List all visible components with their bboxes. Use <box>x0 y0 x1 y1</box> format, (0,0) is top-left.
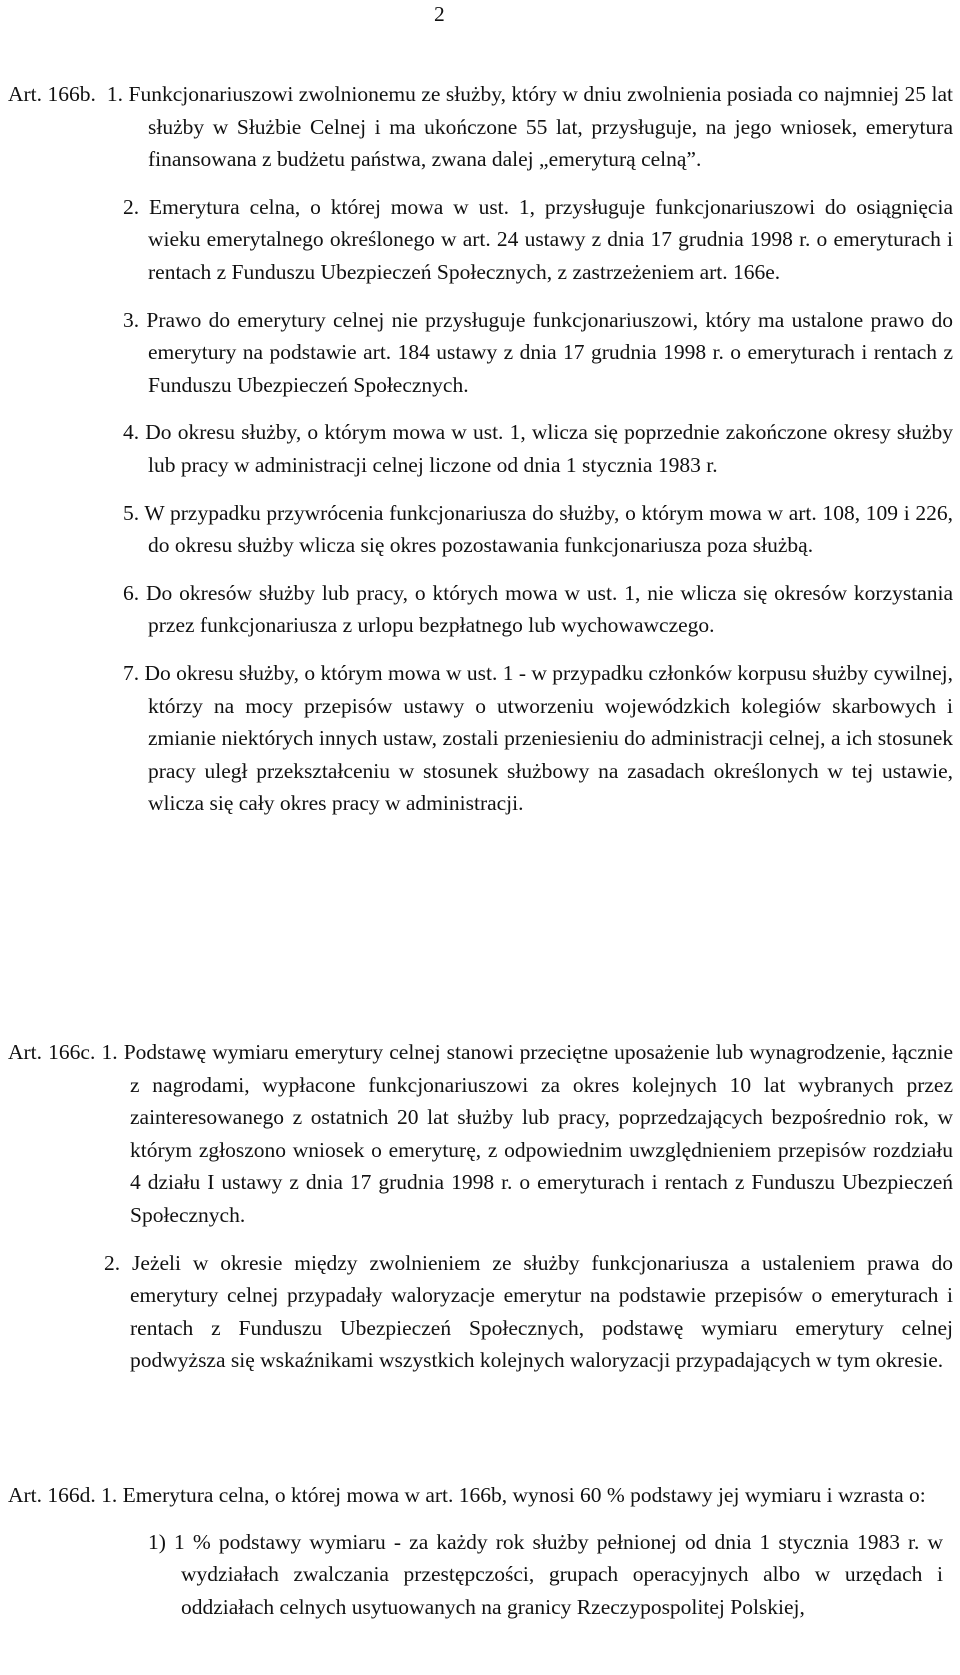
paragraph-number: 7. <box>123 660 140 685</box>
paragraph-number: 3. <box>123 307 140 332</box>
article-label: Art. 166c. <box>8 1040 96 1064</box>
paragraph-1 <box>8 78 953 176</box>
point-text: 1 % podstawy wymiaru - za każdy rok służby pełnionej od dnia 1 stycznia 1983 r. w wydziałach zwalczania przestępczości, grupach operacyjnych albo w urzędach i oddziałach celnych usytuowanych na granicy Rzeczypospolitej Polskiej, <box>174 1529 944 1619</box>
paragraph-text: Prawo do emerytury celnej nie przysługuje funkcjonariuszowi, który ma ustalone prawo do emerytury na podstawie art. 184 ustawy z dnia 17 grudnia 1998 r. o emeryturach i rentach z Funduszu Ubezpieczeń Społecznych. <box>146 307 954 397</box>
article-166d <box>8 1479 953 1623</box>
paragraph-text: Podstawę wymiaru emerytury celnej stanowi przeciętne uposażenie lub wynagrodzenie, łącznie z nagrodami, wypłacone funkcjonariuszowi za okres kolejnych 10 lat wybranych przez zainteresowanego z ostatnich 20 lat służby lub pracy, poprzedzających bezpośrednio rok, w którym zgłoszono wniosek o emeryturę, z odpowiednim uwzględnieniem przepisów rozdziału 4 działu I ustawy z dnia 17 grudnia 1998 r. o emeryturach i rentach z Funduszu Ubezpieczeń Społecznych. <box>123 1040 954 1227</box>
paragraph-6 <box>8 577 953 642</box>
point-1 <box>8 1526 943 1624</box>
article-label: Art. 166b. <box>8 82 96 106</box>
paragraph-1 <box>8 1036 953 1232</box>
point-number: 1) <box>148 1529 166 1554</box>
paragraph-text: Do okresu służby, o którym mowa w ust. 1, wlicza się poprzednie zakończone okresy służby lub pracy w administracji celnej liczone od dnia 1 stycznia 1983 r. <box>145 420 954 477</box>
article-label: Art. 166d. <box>8 1483 96 1507</box>
paragraph-text: Jeżeli w okresie między zwolnieniem ze służby funkcjonariusza a ustaleniem prawa do emerytury celnej przypadały waloryzacje emerytur na podstawie przepisów o emeryturach i rentach z Funduszu Ubezpieczeń Społecznych, podstawę wymiaru emerytury celnej podwyższa się wskaźnikami wszystkich kolejnych waloryzacji przypadających w tym okresie. <box>130 1250 953 1373</box>
paragraph-3 <box>8 304 953 402</box>
paragraph-text: Do okresu służby, o którym mowa w ust. 1 - w przypadku członków korpusu służby cywilnej, którzy na mocy przepisów ustawy o utworzeniu wojewódzkich kolegiów skarbowych i zmianie niektórych innych ustaw, zostali przeniesieniu do administracji celnej, a ich stosunek pracy uległ przekształceniu w stosunek służbowy na zasadach określonych w tej ustawie, wlicza się cały okres pracy w administracji. <box>144 660 953 816</box>
paragraph-number: 2. <box>104 1250 121 1275</box>
page-number: 2 <box>434 2 445 26</box>
paragraph-1 <box>8 1479 953 1512</box>
paragraph-text: Funkcjonariuszowi zwolnionemu ze służby, który w dniu zwolnienia posiada co najmniej 25 lat służby w Służbie Celnej i ma ukończone 55 lat, przysługuje, na jego wniosek, emerytura finansowana z budżetu państwa, zwana dalej „emeryturą celną”. <box>128 82 954 172</box>
paragraph-number: 5. <box>123 500 140 525</box>
paragraph-number: 1. <box>101 1040 118 1064</box>
paragraph-text: W przypadku przywrócenia funkcjonariusza do służby, o którym mowa w art. 108, 109 i 226, do okresu służby wlicza się okres pozostawania funkcjonariusza poza służbą. <box>144 500 953 558</box>
paragraph-text: Emerytura celna, o której mowa w art. 166b, wynosi 60 % podstawy jej wymiaru i wzrasta o: <box>122 1483 926 1507</box>
paragraph-2 <box>8 191 953 289</box>
paragraph-2 <box>8 1247 953 1377</box>
paragraph-4 <box>8 416 953 481</box>
paragraph-number: 1. <box>106 82 124 106</box>
paragraph-number: 1. <box>101 1483 118 1507</box>
article-166b <box>8 78 953 820</box>
paragraph-number: 4. <box>123 420 140 445</box>
article-166c <box>8 1036 953 1377</box>
paragraph-5 <box>8 497 953 562</box>
paragraph-number: 6. <box>123 580 140 605</box>
paragraph-text: Emerytura celna, o której mowa w ust. 1, przysługuje funkcjonariuszowi do osiągnięcia wieku emerytalnego określonego w art. 24 ustawy z dnia 17 grudnia 1998 r. o emeryturach i rentach z Funduszu Ubezpieczeń Społecznych, z zastrzeżeniem art. 166e. <box>148 194 953 284</box>
paragraph-number: 2. <box>123 194 140 219</box>
paragraph-text: Do okresów służby lub pracy, o których mowa w ust. 1, nie wlicza się okresów korzystania przez funkcjonariusza z urlopu bezpłatnego lub wychowawczego. <box>146 580 953 638</box>
paragraph-7 <box>8 657 953 820</box>
